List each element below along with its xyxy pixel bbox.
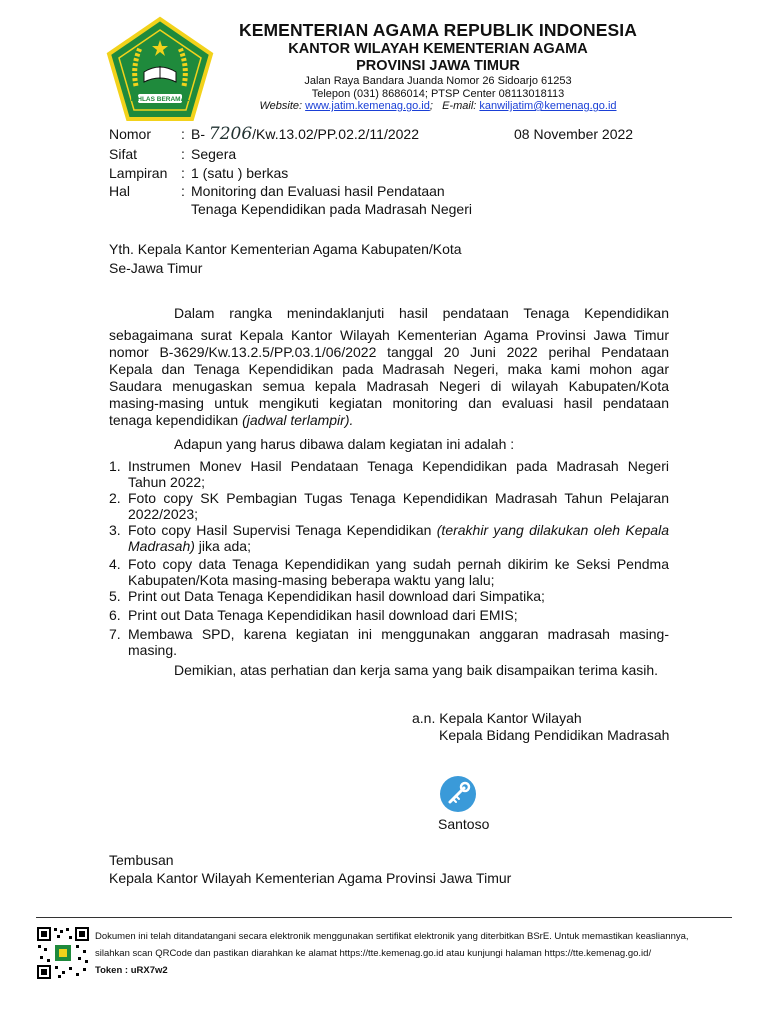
list-number: 1. xyxy=(109,458,121,474)
list-text: Print out Data Tenaga Kependidikan hasil download dari Simpatika; xyxy=(128,588,545,604)
para1-line: nomor B-3629/Kw.13.2.5/PP.03.1/06/2022 tanggal 20 Juni 2022 perihal Pendataan xyxy=(109,344,669,360)
footer-line2: silahkan scan QRCode dan pastikan diarahkan ke alamat https://tte.kemenag.go.id atau kunjungi halaman https://tte.kemenag.go.id/ xyxy=(95,948,652,959)
lampiran-colon: : xyxy=(181,165,185,181)
para1-line: masing-masing untuk mengikuti kegiatan monitoring dan evaluasi hasil pendataan xyxy=(109,395,669,411)
list-text: Foto copy data Tenaga Kependidikan yang sudah pernah dikirim ke Seksi Pendma xyxy=(128,556,669,572)
website-link[interactable]: www.jatim.kemenag.go.id xyxy=(305,100,430,112)
list-number: 6. xyxy=(109,607,121,623)
email-link[interactable]: kanwiljatim@kemenag.go.id xyxy=(479,100,617,112)
website-label: Website: xyxy=(259,100,303,112)
recipient-line2: Se-Jawa Timur xyxy=(109,260,203,276)
office-title: KANTOR WILAYAH KEMENTERIAN AGAMA xyxy=(288,41,588,57)
closing: Demikian, atas perhatian dan kerja sama yang baik disampaikan terima kasih. xyxy=(174,662,659,678)
para1-line: sebagaimana surat Kepala Kantor Wilayah Kementerian Agama Provinsi Jawa Timur xyxy=(109,327,669,343)
logo-text: IKHLAS BERAMAL xyxy=(130,96,190,103)
letter-date: 08 November 2022 xyxy=(514,126,634,142)
nomor-suffix: /Kw.13.02/PP.02.2/11/2022 xyxy=(252,126,420,142)
hal-value-line2: Tenaga Kependidikan pada Madrasah Negeri xyxy=(191,201,472,217)
footer-token: Token : uRX7w2 xyxy=(95,965,168,976)
hal-label: Hal xyxy=(109,183,131,199)
para1-line: Kepala dan Tenaga Kependidikan pada Madrasah Negeri, maka kami mohon agar xyxy=(109,361,669,377)
para1-last-line xyxy=(109,412,669,429)
footer-line1: Dokumen ini telah ditandatangani secara elektronik menggunakan sertifikat elektronik yang diterbitkan BSrE. Untuk memastikan keasliannya, xyxy=(95,931,689,942)
signer-name: Santoso xyxy=(438,816,490,832)
list-number: 3. xyxy=(109,522,121,538)
para1-line: Saudara menugaskan semua kepala Madrasah Negeri di wilayah Kabupaten/Kota xyxy=(109,378,669,394)
para1-italic-note: (jadwal terlampir). xyxy=(242,412,354,428)
kemenag-logo xyxy=(104,16,216,124)
list-text: Kabupaten/Kota masing-masing beberapa waktu yang lalu; xyxy=(128,572,495,588)
contact-line: Website: www.jatim.kemenag.go.id; E-mail: kanwiljatim@kemenag.go.id xyxy=(259,100,617,112)
list-text: Foto copy Hasil Supervisi Tenaga Kependidikan (terakhir yang dilakukan oleh Kepala xyxy=(128,522,669,538)
ministry-title: KEMENTERIAN AGAMA REPUBLIK INDONESIA xyxy=(238,20,637,40)
nomor-value xyxy=(191,124,419,144)
sifat-label: Sifat xyxy=(109,146,138,162)
sifat-colon: : xyxy=(181,146,185,162)
list-number: 2. xyxy=(109,490,121,506)
footer-divider xyxy=(36,917,732,918)
list-text: Print out Data Tenaga Kependidikan hasil download dari EMIS; xyxy=(128,607,518,623)
email-label: E-mail: xyxy=(442,100,477,112)
tembusan-label: Tembusan xyxy=(109,852,174,868)
signature-line1: a.n. Kepala Kantor Wilayah xyxy=(412,710,582,726)
hal-value-line1: Monitoring dan Evaluasi hasil Pendataan xyxy=(191,183,445,199)
hal-colon: : xyxy=(181,183,185,199)
lampiran-value: 1 (satu ) berkas xyxy=(191,165,289,181)
list-number: 7. xyxy=(109,626,121,642)
address: Jalan Raya Bandara Juanda Nomor 26 Sidoarjo 61253 xyxy=(304,75,572,87)
para2: Adapun yang harus dibawa dalam kegiatan ini adalah : xyxy=(174,436,515,452)
nomor-label: Nomor xyxy=(109,126,152,142)
recipient-line1: Yth. Kepala Kantor Kementerian Agama Kabupaten/Kota xyxy=(109,241,462,257)
nomor-colon: : xyxy=(181,126,185,142)
list-text: Membawa SPD, karena kegiatan ini menggunakan anggaran madrasah masing- xyxy=(128,626,669,642)
list-text: masing. xyxy=(128,642,178,658)
list-number: 4. xyxy=(109,556,121,572)
list-text: Tahun 2022; xyxy=(128,474,206,490)
sifat-value: Segera xyxy=(191,146,237,162)
list-text: 2022/2023; xyxy=(128,506,199,522)
list-text: Foto copy SK Pembagian Tugas Tenaga Kependidikan Madrasah Tahun Pelajaran xyxy=(128,490,669,506)
para1-line: Dalam rangka menindaklanjuti hasil pendataan Tenaga Kependidikan xyxy=(174,305,669,321)
e-signature-badge-icon xyxy=(439,775,477,813)
nomor-prefix: B- xyxy=(191,126,205,142)
nomor-handwritten: 7206 xyxy=(208,124,253,144)
province-title: PROVINSI JAWA TIMUR xyxy=(356,58,520,74)
signature-line2: Kepala Bidang Pendidikan Madrasah xyxy=(439,727,670,743)
list-text: Madrasah) jika ada; xyxy=(128,538,251,554)
list-number: 5. xyxy=(109,588,121,604)
tembusan-line: Kepala Kantor Wilayah Kementerian Agama Provinsi Jawa Timur xyxy=(109,870,512,886)
lampiran-label: Lampiran xyxy=(109,165,168,181)
list-text: Instrumen Monev Hasil Pendataan Tenaga Kependidikan pada Madrasah Negeri xyxy=(128,458,669,474)
phone: Telepon (031) 8686014; PTSP Center 08113018113 xyxy=(311,88,565,100)
para1-last-text: tenaga kependidikan xyxy=(109,412,239,428)
qr-code-icon[interactable] xyxy=(36,926,90,980)
